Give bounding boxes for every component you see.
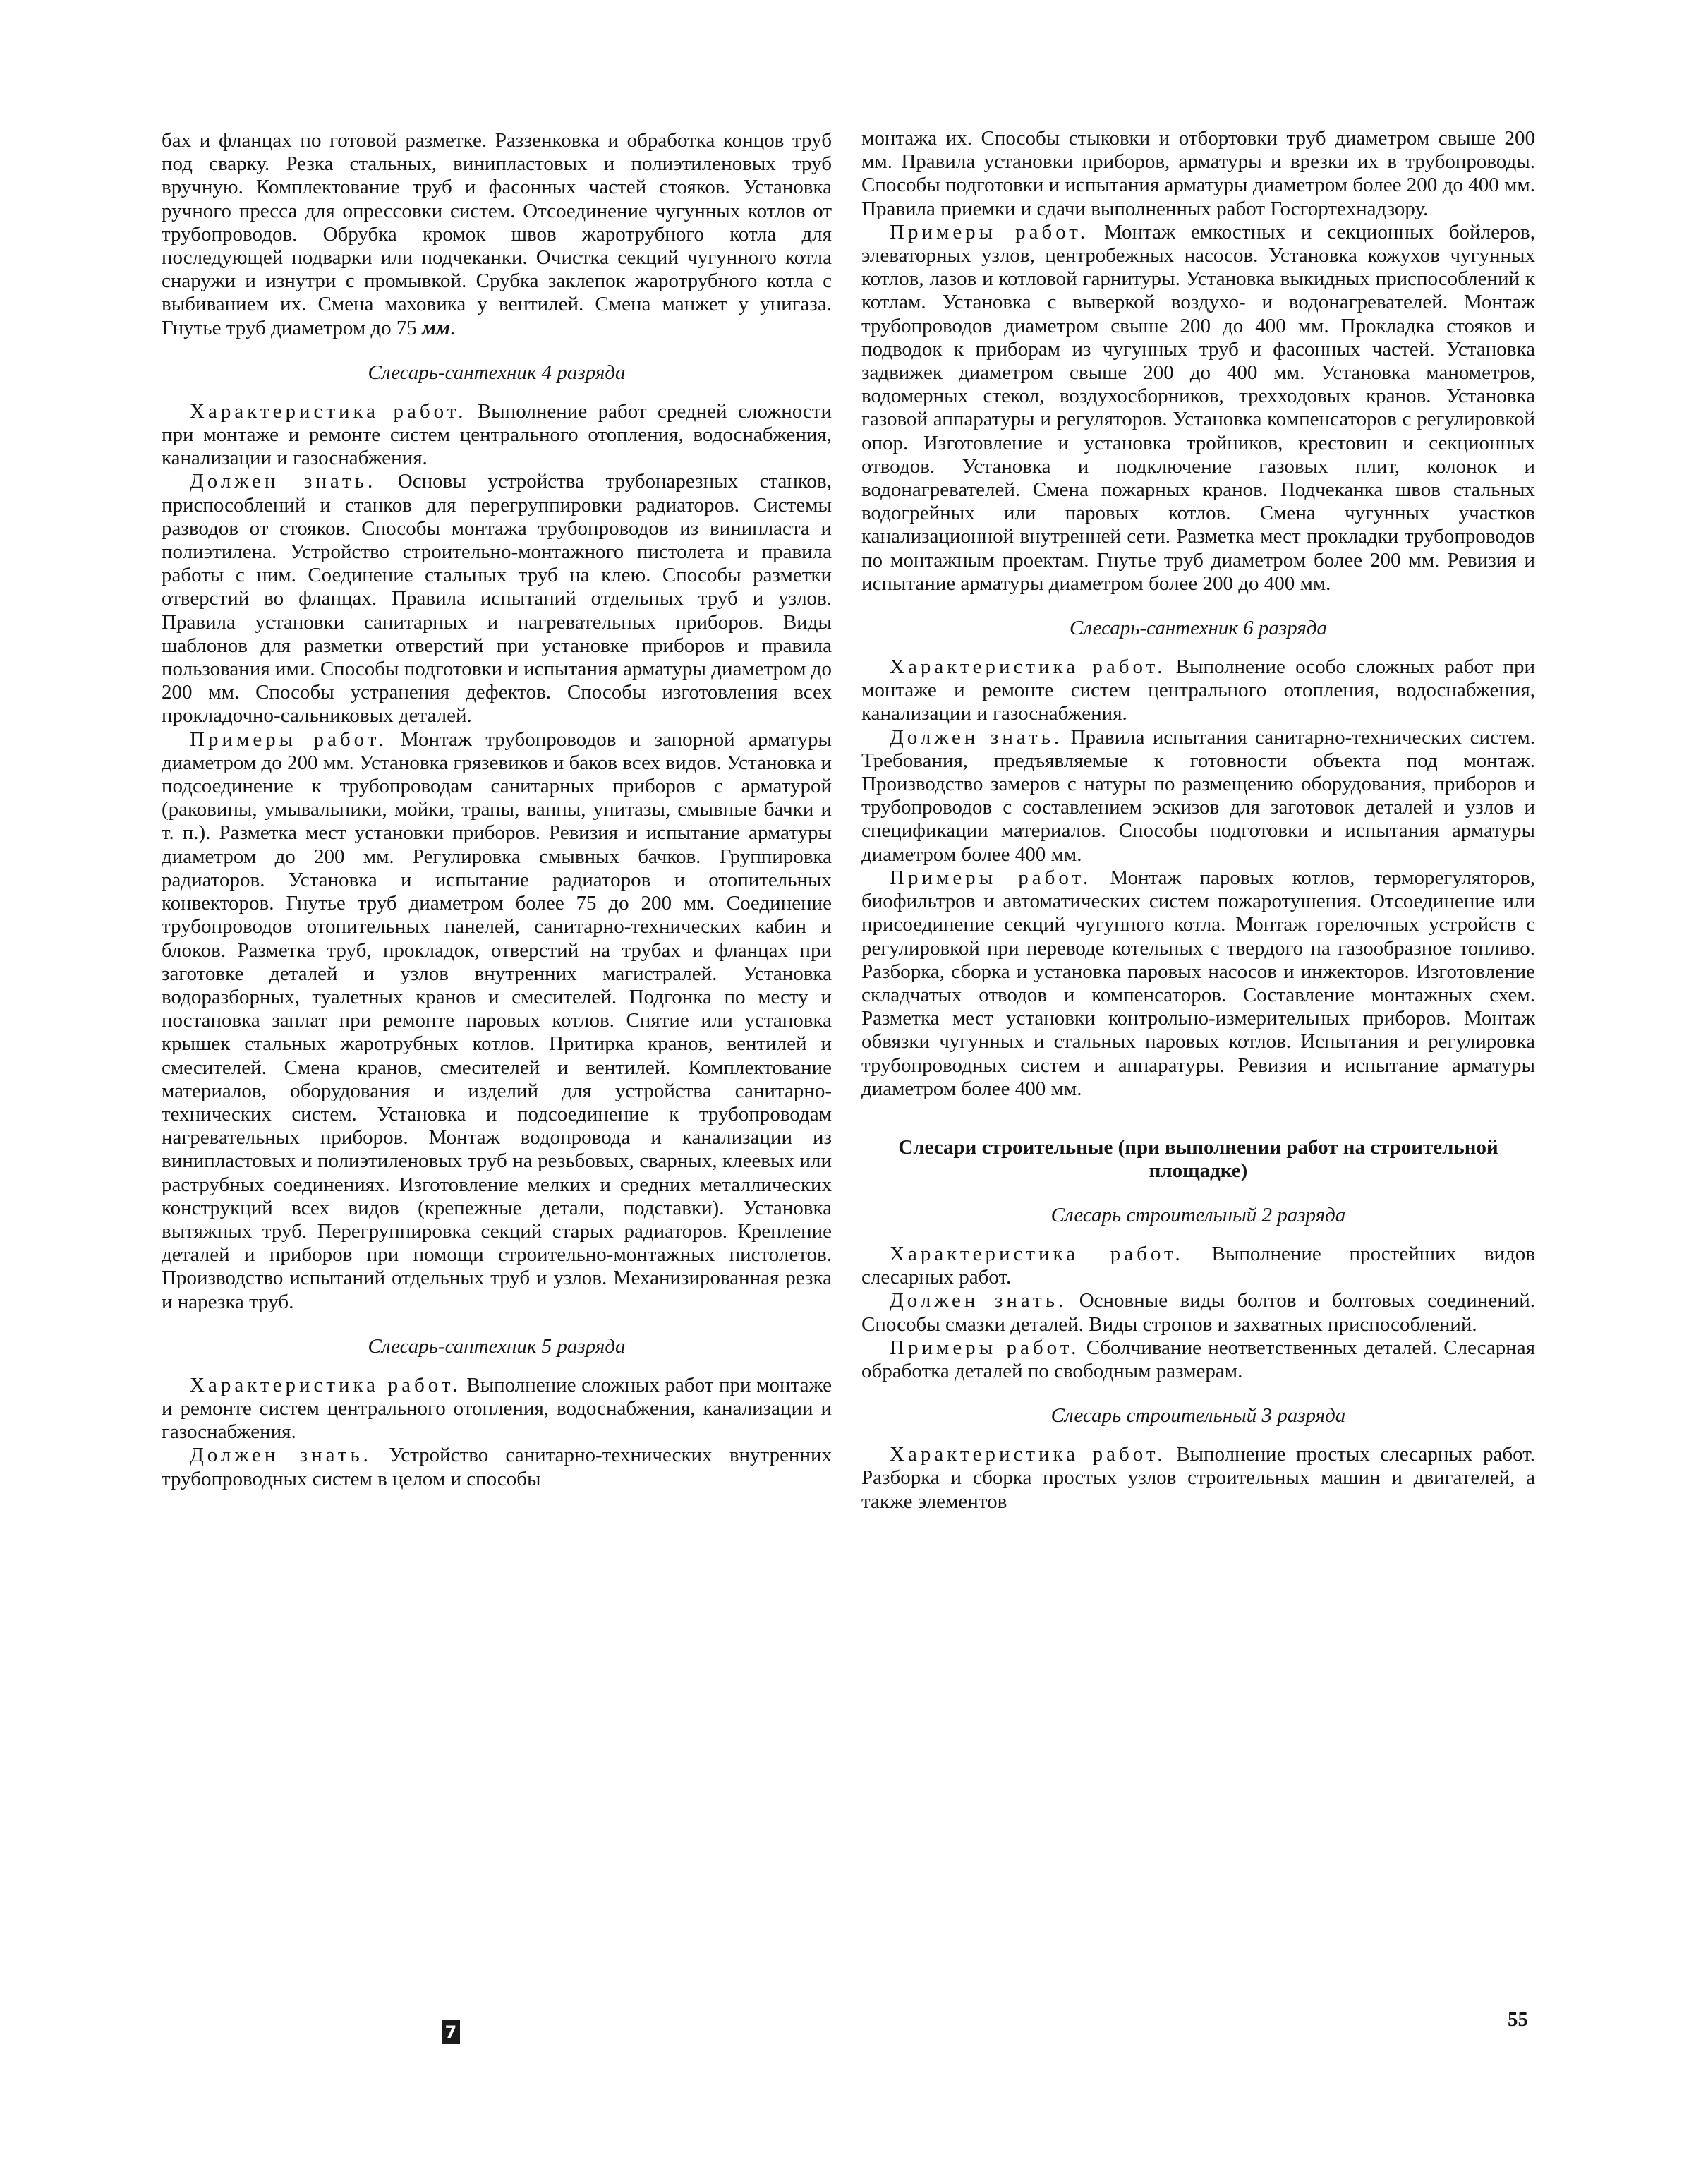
- lead-term: Характеристика работ.: [890, 1242, 1184, 1265]
- subheading-builder-grade-3: Слесарь строительный 3 разряда: [1050, 1404, 1346, 1427]
- sheet-marker: 7: [442, 2020, 460, 2044]
- right-column: [861, 127, 1535, 1514]
- paragraph-text: Выполнение сложных работ при монтаже и ремонте систем центрального отопления, водоснабжения, канализации и газоснабжения.: [162, 1373, 832, 1444]
- paragraph-text: Основы устройства трубонарезных станков, приспособлений и станков для перегруппировки радиаторов. Системы разводов от стояков. Способы монтажа трубопроводов из винипласта и полиэтилена. Устройство строительно-монтажного пистолета и правила работы с ним. Соединение стальных труб на клею. Способы разметки отверстий во фланцах. Правила испытаний отдельных труб и узлов. Правила установки санитарных и нагревательных приборов. Виды шаблонов для разметки отверстий при установке приборов и правила пользования ими. Способы подготовки и испытания арматуры диаметром до 200 мм. Способы устранения дефектов. Способы изготовления всех прокладочно-сальниковых деталей.: [162, 470, 832, 728]
- paragraph: [162, 1374, 832, 1444]
- paragraph: [861, 726, 1535, 867]
- lead-term: Характеристика работ.: [190, 1373, 461, 1396]
- subheading-grade-6: Слесарь-сантехник 6 разряда: [1069, 617, 1328, 640]
- paragraph-text: Монтаж трубопроводов и запорной арматуры диаметром до 200 мм. Установка грязевиков и баков всех видов. Установка и подсоединение к трубопроводам санитарных приборов с арматурой (раковины, умывальники, мойки, трапы, ванны, унитазы, смывные бачки и т. п.). Разметка мест установки приборов. Ревизия и испытание арматуры диаметром до 200 мм. Регулировка смывных бачков. Группировка радиаторов. Установка и испытание радиаторов и отопительных конвекторов. Гнутье труб диаметром более 75 до 200 мм. Соединение трубопроводов отопительных панелей, санитарно-технических кабин и блоков. Разметка труб, прокладок, отверстий на трубах и фланцах при заготовке деталей и узлов внутренних магистралей. Установка водоразборных, туалетных кранов и смесителей. Подгонка по месту и постановка заплат при ремонте паровых котлов. Снятие или установка крышек стальных жаротрубных котлов. Притирка кранов, вентилей и смесителей. Смена кранов, смесителей и вентилей. Комплектование материалов, оборудования и изделий для устройства санитарно-технических систем. Установка и подсоединение к трубопроводам нагревательных приборов. Монтаж водопровода и канализации из винипластовых и полиэтиленовых труб на резьбовых, сварных, клеевых или раструбных соединениях. Изготовление мелких и средних металлических конструкций всех видов (крепежные детали, подставки). Установка вытяжных труб. Перегруппировка секций старых радиаторов. Крепление деталей и приборов при помощи строительно-монтажных пистолетов. Производство испытаний отдельных труб и узлов. Механизированная резка и нарезка труб.: [162, 728, 832, 1313]
- paragraph-text: Выполнение работ средней сложности при монтаже и ремонте систем центрального отопления, водоснабжения, канализации и газоснабжения.: [162, 399, 832, 470]
- paragraph-text: Сболчивание неответственных деталей. Слесарная обработка деталей по свободным размерам.: [861, 1336, 1535, 1382]
- paragraph-text: монтажа их. Способы стыковки и отбортовки труб диаметром свыше 200 мм. Правила установки приборов, арматуры и врезки их в трубопроводы. Способы подготовки и испытания арматуры диаметром более 200 до 400 мм. Правила приемки и сдачи выполненных работ Госгортехнадзору.: [861, 127, 1535, 220]
- lead-term: Должен знать.: [190, 470, 377, 493]
- page-number: 55: [1508, 2008, 1528, 2031]
- subheading-builder-grade-2: Слесарь строительный 2 разряда: [1050, 1203, 1346, 1226]
- lead-term: Характеристика работ.: [890, 656, 1166, 679]
- lead-term: Примеры работ.: [890, 866, 1092, 889]
- paragraph: [162, 400, 832, 471]
- paragraph-text: Монтаж емкостных и секционных бойлеров, элеваторных узлов, центробежных насосов. Установка кожухов чугунных котлов, лазов и котловой гарнитуры. Установка выкидных приспособлений к котлам. Установка с выверкой воздухо- и водонагревателей. Монтаж трубопроводов диаметром свыше 200 до 400 мм. Прокладка стояков и подводок к приборам из чугунных труб и фасонных частей. Установка задвижек диаметром свыше 200 до 400 мм. Установка манометров, водомерных стекол, воздухосборников, трехходовых кранов. Установка газовой аппаратуры и регуляторов. Установка компенсаторов с регулировкой опор. Изготовление и установка тройников, крестовин и секционных отводов. Установка и подключение газовых плит, колонок и водонагревателей. Смена пожарных кранов. Подчеканка швов стальных водогрейных или паровых котлов. Смена чугунных участков канализационной внутренней сети. Разметка мест прокладки трубопроводов по монтажным проектам. Гнутье труб диаметром более 200 мм. Ревизия и испытание арматуры диаметром более 200 до 400 мм.: [861, 220, 1535, 595]
- paragraph: [861, 127, 1535, 221]
- paragraph: [861, 1289, 1535, 1336]
- subheading-grade-5: Слесарь-сантехник 5 разряда: [368, 1334, 626, 1358]
- subheading-grade-4: Слесарь-сантехник 4 разряда: [368, 361, 626, 384]
- lead-term: Характеристика работ.: [190, 399, 467, 423]
- section-title: Слесари строительные (при выполнении работ на строительной площадке): [898, 1135, 1498, 1182]
- paragraph-text: Монтаж паровых котлов, терморегуляторов, биофильтров и автоматических систем пожаротушения. Отсоединение или присоединение секций чугунного котла. Монтаж горелочных устройств с регулировкой при переводе котельных с твердого на газообразное топливо. Разборка, сборка и установка паровых насосов и инжекторов. Изготовление складчатых отводов и компенсаторов. Составление монтажных схем. Разметка мест установки контрольно-измерительных приборов. Монтаж обвязки чугунных и стальных паровых котлов. Испытания и регулировка трубопроводных систем и аппаратуры. Ревизия и испытание арматуры диаметром более 400 мм.: [861, 866, 1535, 1100]
- lead-term: Характеристика работ.: [890, 1443, 1166, 1466]
- paragraph: [861, 1443, 1535, 1514]
- paragraph-text: Устройство санитарно-технических внутренних трубопроводных систем в целом и способы: [162, 1444, 832, 1490]
- paragraph: [162, 470, 832, 728]
- paragraph: бах и фланцах по готовой разметке. Раззенковка и обработка концов труб под сварку. Резка стальных, винипластовых и полиэтиленовых труб вручную. Комплектование труб и фасонных частей стояков. Установка ручного пресса для опрессовки систем. Отсоединение чугунных котлов от трубопроводов. Обрубка кромок швов жаротрубного котла для последующей подварки или подчеканки. Очистка секций чугунного котла снаружи и изнутри с промывкой. Срубка заклепок жаротрубного котла с выбиванием их. Смена маховика у вентилей. Смена манжет у унигаза. Гнутье труб диаметром до 75 мм.: [162, 129, 832, 339]
- paragraph: [861, 867, 1535, 1101]
- lead-term: Примеры работ.: [890, 1336, 1080, 1359]
- lead-term: Должен знать.: [190, 1444, 372, 1467]
- paragraph-text: Основные виды болтов и болтовых соединений. Способы смазки деталей. Виды стропов и захватных приспособлений.: [861, 1289, 1535, 1336]
- paragraph: [162, 728, 832, 1314]
- unit-mm: мм: [422, 316, 450, 339]
- paragraph: [861, 656, 1535, 726]
- lead-term: Примеры работ.: [890, 220, 1089, 243]
- paragraph-text: Выполнение простых слесарных работ. Разборка и сборка простых узлов строительных машин и двигателей, а также элементов: [861, 1443, 1535, 1513]
- paragraph-text: Выполнение особо сложных работ при монтаже и ремонте систем центрального отопления, водоснабжения, канализации и газоснабжения.: [861, 656, 1535, 725]
- left-column: [162, 129, 832, 1491]
- paragraph: [162, 1444, 832, 1490]
- paragraph: [861, 1243, 1535, 1289]
- paragraph-text: Выполнение простейших видов слесарных работ.: [861, 1242, 1535, 1289]
- lead-term: Примеры работ.: [190, 728, 387, 751]
- paragraph-text: бах и фланцах по готовой разметке. Раззенковка и обработка концов труб под сварку. Резка стальных, винипластовых и полиэтиленовых труб вручную. Комплектование труб и фасонных частей стояков. Установка ручного пресса для опрессовки систем. Отсоединение чугунных котлов от трубопроводов. Обрубка кромок швов жаротрубного котла для последующей подварки или подчеканки. Очистка секций чугунного котла снаружи и изнутри с промывкой. Срубка заклепок жаротрубного котла с выбиванием их. Смена маховика у вентилей. Смена манжет у унигаза. Гнутье труб диаметром до 75: [162, 129, 832, 339]
- lead-term: Должен знать.: [890, 725, 1063, 749]
- paragraph: [861, 1336, 1535, 1383]
- lead-term: Должен знать.: [890, 1289, 1067, 1312]
- paragraph-text: Правила испытания санитарно-технических систем. Требования, предъявляемые к готовности объекта под монтаж. Производство замеров с натуры по размещению оборудования, приборов и трубопроводов с составлением эскизов для заготовок деталей и узлов и спецификации материалов. Способы подготовки и испытания арматуры диаметром более 400 мм.: [861, 725, 1535, 866]
- paragraph: [861, 221, 1535, 596]
